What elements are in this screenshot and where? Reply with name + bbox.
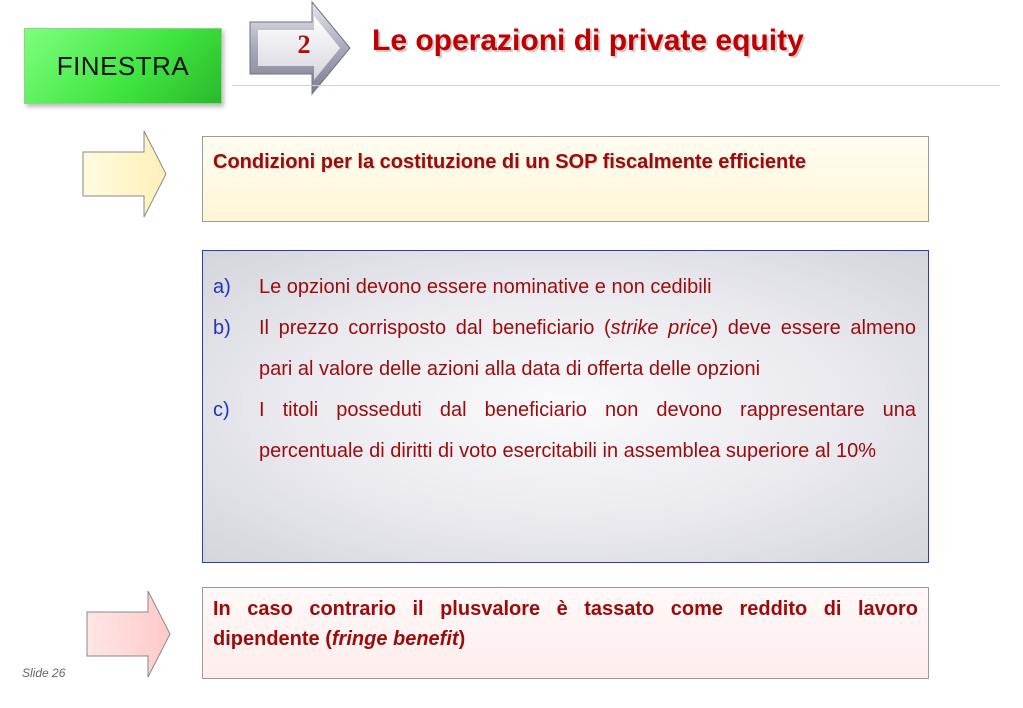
requirements-box [202,250,929,563]
chapter-number: 2 [297,30,311,59]
item-text: Le opzioni devono essere nominative e non cedibili [259,276,712,298]
condition-text: Condizioni per la costituzione di un SOP fiscalmente efficiente [213,151,807,173]
list-item [213,308,916,390]
fringe-benefit-term: fringe benefit [331,628,459,650]
title-divider [232,85,1000,86]
condition-box [202,136,929,222]
slide-number: Slide 26 [22,666,66,680]
section-label: FINESTRA [56,50,190,81]
right-arrow-icon [86,590,172,678]
item-label: a) [213,276,231,298]
right-arrow-icon [82,130,168,218]
page-title: Le operazioni di private equity [372,24,804,57]
conclusion-text: In caso contrario il plusvalore è tassato come reddito di lavoro dipendente (fringe benefit) [213,598,918,650]
item-text: Il prezzo corrisposto dal beneficiario (strike price) deve essere almeno pari al valore delle azioni alla data di offerta delle opzioni [259,317,916,380]
item-text: I titoli posseduti dal beneficiario non devono rappresentare una percentuale di diritti di voto esercitabili in assemblea superiore al 10% [259,399,916,462]
item-label: c) [213,399,230,421]
section-badge [24,28,222,104]
list-item [213,390,916,472]
item-label: b) [213,317,231,339]
list-item [213,267,916,308]
conclusion-box [202,587,929,679]
strike-price-term: strike price [610,317,712,339]
